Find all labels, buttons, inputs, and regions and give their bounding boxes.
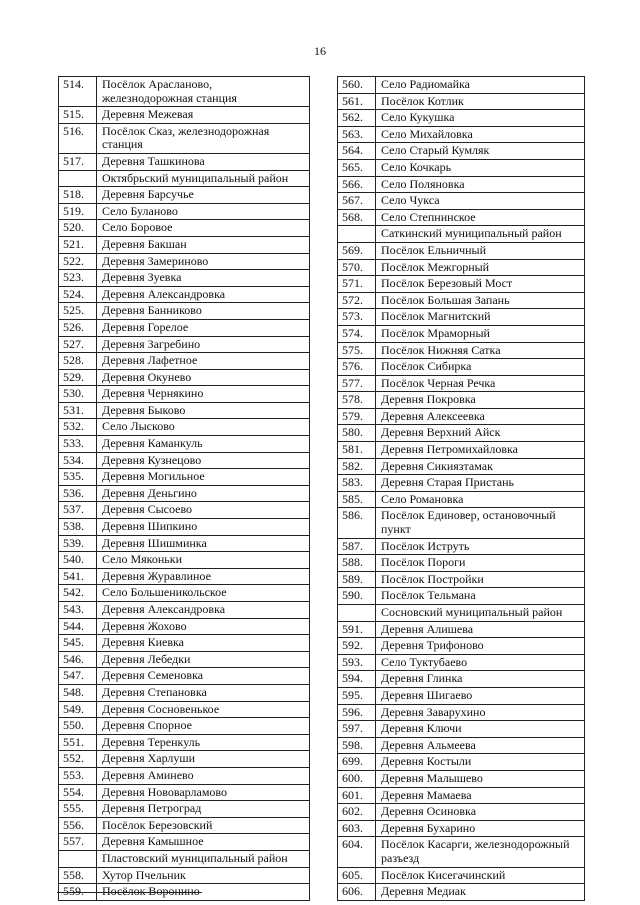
settlements-table-left (58, 76, 310, 901)
row-number: 574. (338, 325, 376, 342)
settlement-name: Деревня Каманкуль (97, 436, 310, 453)
row-number: 600. (338, 770, 376, 787)
settlement-name: Село Старый Кумляк (376, 143, 585, 160)
row-number: 555. (59, 801, 97, 818)
district-name: Пластовский муниципальный район (97, 850, 310, 867)
row-number: 579. (338, 408, 376, 425)
table-row (59, 734, 310, 751)
settlement-name: Село Мяконьки (97, 552, 310, 569)
row-number: 522. (59, 253, 97, 270)
district-header-row (338, 605, 585, 622)
row-number: 571. (338, 276, 376, 293)
table-row (338, 754, 585, 771)
row-number: 568. (338, 209, 376, 226)
row-number: 518. (59, 187, 97, 204)
table-row (338, 621, 585, 638)
row-number: 576. (338, 359, 376, 376)
row-number: 592. (338, 638, 376, 655)
row-number: 558. (59, 867, 97, 884)
settlement-name: Посёлок Сибирка (376, 359, 585, 376)
settlement-name: Посёлок Нижняя Сатка (376, 342, 585, 359)
table-row (338, 704, 585, 721)
settlement-name: Посёлок Котлик (376, 93, 585, 110)
row-number: 529. (59, 369, 97, 386)
settlement-name: Деревня Альмеева (376, 737, 585, 754)
row-number: 523. (59, 270, 97, 287)
table-row (59, 236, 310, 253)
settlement-name: Деревня Бакшан (97, 236, 310, 253)
settlement-name: Село Буланово (97, 203, 310, 220)
row-number: 564. (338, 143, 376, 160)
table-row (338, 176, 585, 193)
settlement-name: Деревня Мамаева (376, 787, 585, 804)
table-row (338, 671, 585, 688)
table-row (338, 770, 585, 787)
table-row (59, 436, 310, 453)
row-number: 699. (338, 754, 376, 771)
district-name: Саткинский муниципальный район (376, 226, 585, 243)
table-row (59, 751, 310, 768)
settlement-name: Деревня Зуевка (97, 270, 310, 287)
settlement-name: Посёлок Черная Речка (376, 375, 585, 392)
settlement-name: Деревня Быково (97, 402, 310, 419)
row-number: 590. (338, 588, 376, 605)
row-number: 538. (59, 519, 97, 536)
table-row (338, 442, 585, 459)
settlement-name: Деревня Камышное (97, 834, 310, 851)
table-row (59, 651, 310, 668)
row-number: 537. (59, 502, 97, 519)
settlement-name: Деревня Трифоново (376, 638, 585, 655)
table-row (59, 336, 310, 353)
table-row (59, 867, 310, 884)
row-number: 534. (59, 452, 97, 469)
settlement-name: Село Боровое (97, 220, 310, 237)
row-number: 542. (59, 585, 97, 602)
table-row (59, 817, 310, 834)
table-row (338, 425, 585, 442)
settlement-name: Деревня Горелое (97, 319, 310, 336)
table-row (338, 77, 585, 94)
table-row (338, 126, 585, 143)
district-header-row (338, 226, 585, 243)
table-row (59, 220, 310, 237)
settlement-name: Деревня Нововарламово (97, 784, 310, 801)
table-row (338, 538, 585, 555)
row-number (338, 605, 376, 622)
settlement-name: Деревня Петромихайловка (376, 442, 585, 459)
settlement-name: Деревня Харлуши (97, 751, 310, 768)
settlement-name: Посёлок Постройки (376, 571, 585, 588)
table-row (338, 259, 585, 276)
table-row (338, 884, 585, 901)
settlement-name: Село Большеникольское (97, 585, 310, 602)
table-row (59, 270, 310, 287)
settlement-name: Село Кукушка (376, 110, 585, 127)
row-number: 596. (338, 704, 376, 721)
table-row (59, 784, 310, 801)
table-row (59, 303, 310, 320)
settlement-name: Деревня Лафетное (97, 353, 310, 370)
row-number: 547. (59, 668, 97, 685)
row-number: 543. (59, 602, 97, 619)
table-row (59, 701, 310, 718)
table-row (59, 452, 310, 469)
row-number (59, 170, 97, 187)
table-row (59, 419, 310, 436)
settlement-name: Посёлок Арасланово, железнодорожная станция (97, 77, 310, 107)
row-number: 606. (338, 884, 376, 901)
row-number: 587. (338, 538, 376, 555)
settlement-name: Деревня Заварухино (376, 704, 585, 721)
table-row (59, 568, 310, 585)
row-number: 521. (59, 236, 97, 253)
settlement-name: Посёлок Единовер, остановочный пункт (376, 508, 585, 538)
settlement-name: Деревня Старая Пристань (376, 475, 585, 492)
row-number: 550. (59, 718, 97, 735)
table-row (338, 654, 585, 671)
table-row (59, 485, 310, 502)
row-number: 563. (338, 126, 376, 143)
table-row (59, 203, 310, 220)
row-number: 573. (338, 309, 376, 326)
table-row (59, 123, 310, 153)
settlement-name: Деревня Спорное (97, 718, 310, 735)
settlement-name: Село Чукса (376, 193, 585, 210)
settlement-name: Посёлок Большая Запань (376, 292, 585, 309)
row-number: 525. (59, 303, 97, 320)
settlement-name: Деревня Чернякино (97, 386, 310, 403)
table-row (59, 635, 310, 652)
row-number: 535. (59, 469, 97, 486)
settlement-name: Деревня Киевка (97, 635, 310, 652)
settlement-name: Деревня Сысоево (97, 502, 310, 519)
settlement-name: Деревня Банниково (97, 303, 310, 320)
settlement-name: Деревня Алишева (376, 621, 585, 638)
district-name: Сосновский муниципальный район (376, 605, 585, 622)
row-number: 583. (338, 475, 376, 492)
table-row (338, 571, 585, 588)
table-row (338, 588, 585, 605)
settlement-name: Деревня Степановка (97, 684, 310, 701)
settlement-name: Деревня Могильное (97, 469, 310, 486)
settlement-name: Деревня Шипкино (97, 519, 310, 536)
settlement-name: Посёлок Касарги, железнодорожный разъезд (376, 837, 585, 867)
row-number: 541. (59, 568, 97, 585)
row-number: 546. (59, 651, 97, 668)
district-header-row (59, 850, 310, 867)
settlement-name: Село Лысково (97, 419, 310, 436)
table-row (338, 143, 585, 160)
row-number (338, 226, 376, 243)
settlement-name: Деревня Бухарино (376, 820, 585, 837)
row-number: 566. (338, 176, 376, 193)
row-number: 551. (59, 734, 97, 751)
settlement-name: Деревня Кузнецово (97, 452, 310, 469)
settlement-name: Деревня Сикиязтамак (376, 458, 585, 475)
table-row (59, 253, 310, 270)
row-number: 588. (338, 555, 376, 572)
settlement-name: Деревня Верхний Айск (376, 425, 585, 442)
table-row (338, 638, 585, 655)
table-row (338, 209, 585, 226)
settlement-name: Деревня Малышево (376, 770, 585, 787)
row-number: 524. (59, 286, 97, 303)
table-row (338, 375, 585, 392)
settlement-name: Посёлок Магнитский (376, 309, 585, 326)
settlement-name: Посёлок Тельмана (376, 588, 585, 605)
settlement-name: Село Туктубаево (376, 654, 585, 671)
row-number: 591. (338, 621, 376, 638)
settlement-name: Посёлок Межгорный (376, 259, 585, 276)
table-row (338, 820, 585, 837)
table-row (338, 110, 585, 127)
table-row (59, 319, 310, 336)
settlement-name: Посёлок Ельничный (376, 242, 585, 259)
settlement-name: Посёлок Воронино (97, 884, 310, 901)
row-number: 575. (338, 342, 376, 359)
settlement-name: Хутор Пчельник (97, 867, 310, 884)
settlement-name: Деревня Барсучье (97, 187, 310, 204)
row-number: 565. (338, 159, 376, 176)
row-number: 526. (59, 319, 97, 336)
table-row (59, 386, 310, 403)
table-row (338, 837, 585, 867)
row-number: 602. (338, 804, 376, 821)
row-number: 589. (338, 571, 376, 588)
settlement-name: Деревня Ключи (376, 721, 585, 738)
table-row (338, 193, 585, 210)
table-row (59, 801, 310, 818)
row-number: 578. (338, 392, 376, 409)
table-row (338, 867, 585, 884)
table-row (59, 585, 310, 602)
footnote-separator-line (57, 892, 202, 893)
table-row (59, 286, 310, 303)
row-number: 515. (59, 107, 97, 124)
table-row (59, 602, 310, 619)
table-row (338, 392, 585, 409)
table-row (338, 309, 585, 326)
row-number (59, 850, 97, 867)
settlement-name: Деревня Шигаево (376, 687, 585, 704)
row-number: 536. (59, 485, 97, 502)
row-number: 560. (338, 77, 376, 94)
table-row (338, 555, 585, 572)
row-number: 594. (338, 671, 376, 688)
table-row (338, 159, 585, 176)
settlement-name: Деревня Глинка (376, 671, 585, 688)
table-row (338, 242, 585, 259)
table-row (59, 402, 310, 419)
row-number: 561. (338, 93, 376, 110)
settlement-name: Деревня Ташкинова (97, 153, 310, 170)
settlement-name: Деревня Александровка (97, 286, 310, 303)
row-number: 552. (59, 751, 97, 768)
table-row (338, 458, 585, 475)
row-number: 527. (59, 336, 97, 353)
row-number: 528. (59, 353, 97, 370)
settlement-name: Деревня Костыли (376, 754, 585, 771)
table-row (59, 552, 310, 569)
table-row (338, 804, 585, 821)
page-number: 16 (314, 44, 326, 58)
table-row (338, 408, 585, 425)
row-number: 530. (59, 386, 97, 403)
row-number: 520. (59, 220, 97, 237)
table-row (59, 618, 310, 635)
row-number: 517. (59, 153, 97, 170)
row-number: 557. (59, 834, 97, 851)
settlement-name: Деревня Алексеевка (376, 408, 585, 425)
settlement-name: Деревня Загребино (97, 336, 310, 353)
row-number: 603. (338, 820, 376, 837)
table-row (59, 187, 310, 204)
row-number: 605. (338, 867, 376, 884)
settlement-name: Посёлок Кисегачинский (376, 867, 585, 884)
row-number: 516. (59, 123, 97, 153)
table-row (59, 107, 310, 124)
row-number: 540. (59, 552, 97, 569)
table-row (338, 93, 585, 110)
row-number: 559. (59, 884, 97, 901)
settlement-name: Деревня Александровка (97, 602, 310, 619)
table-row (59, 767, 310, 784)
row-number: 531. (59, 402, 97, 419)
settlement-name: Село Радиомайка (376, 77, 585, 94)
district-name: Октябрьский муниципальный район (97, 170, 310, 187)
settlement-name: Деревня Теренкуль (97, 734, 310, 751)
table-row (59, 469, 310, 486)
settlements-table-right (337, 76, 585, 901)
row-number: 598. (338, 737, 376, 754)
table-row (338, 342, 585, 359)
row-number: 604. (338, 837, 376, 867)
settlement-name: Посёлок Пороги (376, 555, 585, 572)
row-number: 580. (338, 425, 376, 442)
settlement-name: Село Кочкарь (376, 159, 585, 176)
row-number: 539. (59, 535, 97, 552)
table-row (59, 535, 310, 552)
table-row (59, 684, 310, 701)
row-number: 553. (59, 767, 97, 784)
table-row (59, 519, 310, 536)
settlement-name: Деревня Аминево (97, 767, 310, 784)
table-row (338, 721, 585, 738)
settlement-name: Деревня Семеновка (97, 668, 310, 685)
row-number: 582. (338, 458, 376, 475)
row-number: 601. (338, 787, 376, 804)
row-number: 544. (59, 618, 97, 635)
settlement-name: Деревня Медиак (376, 884, 585, 901)
settlement-name: Посёлок Мраморный (376, 325, 585, 342)
table-row (338, 359, 585, 376)
table-row (59, 369, 310, 386)
table-row (338, 687, 585, 704)
row-number: 581. (338, 442, 376, 459)
settlement-name: Деревня Межевая (97, 107, 310, 124)
table-row (59, 668, 310, 685)
table-row (59, 153, 310, 170)
settlement-name: Посёлок Сказ, железнодорожная станция (97, 123, 310, 153)
table-row (59, 718, 310, 735)
row-number: 570. (338, 259, 376, 276)
settlement-name: Село Поляновка (376, 176, 585, 193)
row-number: 548. (59, 684, 97, 701)
row-number: 556. (59, 817, 97, 834)
row-number: 554. (59, 784, 97, 801)
table-row (59, 502, 310, 519)
table-row (59, 834, 310, 851)
row-number: 569. (338, 242, 376, 259)
settlement-name: Деревня Осиновка (376, 804, 585, 821)
row-number: 586. (338, 508, 376, 538)
settlement-name: Посёлок Березовский (97, 817, 310, 834)
settlement-name: Деревня Журавлиное (97, 568, 310, 585)
table-row (338, 292, 585, 309)
settlement-name: Деревня Покровка (376, 392, 585, 409)
row-number: 549. (59, 701, 97, 718)
row-number: 585. (338, 491, 376, 508)
settlement-name: Посёлок Березовый Мост (376, 276, 585, 293)
row-number: 519. (59, 203, 97, 220)
table-row (338, 325, 585, 342)
settlement-name: Деревня Замериново (97, 253, 310, 270)
row-number: 577. (338, 375, 376, 392)
row-number: 572. (338, 292, 376, 309)
row-number: 545. (59, 635, 97, 652)
row-number: 533. (59, 436, 97, 453)
table-row (338, 276, 585, 293)
row-number: 597. (338, 721, 376, 738)
table-row (338, 491, 585, 508)
table-row (59, 77, 310, 107)
settlement-name: Деревня Сосновенькое (97, 701, 310, 718)
row-number: 593. (338, 654, 376, 671)
settlement-name: Деревня Окунево (97, 369, 310, 386)
settlement-name: Деревня Жохово (97, 618, 310, 635)
settlement-name: Посёлок Иструть (376, 538, 585, 555)
table-row (338, 737, 585, 754)
table-row (338, 787, 585, 804)
row-number: 532. (59, 419, 97, 436)
row-number: 567. (338, 193, 376, 210)
settlement-name: Село Михайловка (376, 126, 585, 143)
settlement-name: Деревня Петроград (97, 801, 310, 818)
row-number: 562. (338, 110, 376, 127)
row-number: 514. (59, 77, 97, 107)
settlement-name: Деревня Шишминка (97, 535, 310, 552)
row-number: 595. (338, 687, 376, 704)
settlement-name: Деревня Деньгино (97, 485, 310, 502)
table-row (338, 508, 585, 538)
settlement-name: Село Романовка (376, 491, 585, 508)
table-row (59, 353, 310, 370)
settlement-name: Деревня Лебедки (97, 651, 310, 668)
table-row (338, 475, 585, 492)
district-header-row (59, 170, 310, 187)
settlement-name: Село Степнинское (376, 209, 585, 226)
